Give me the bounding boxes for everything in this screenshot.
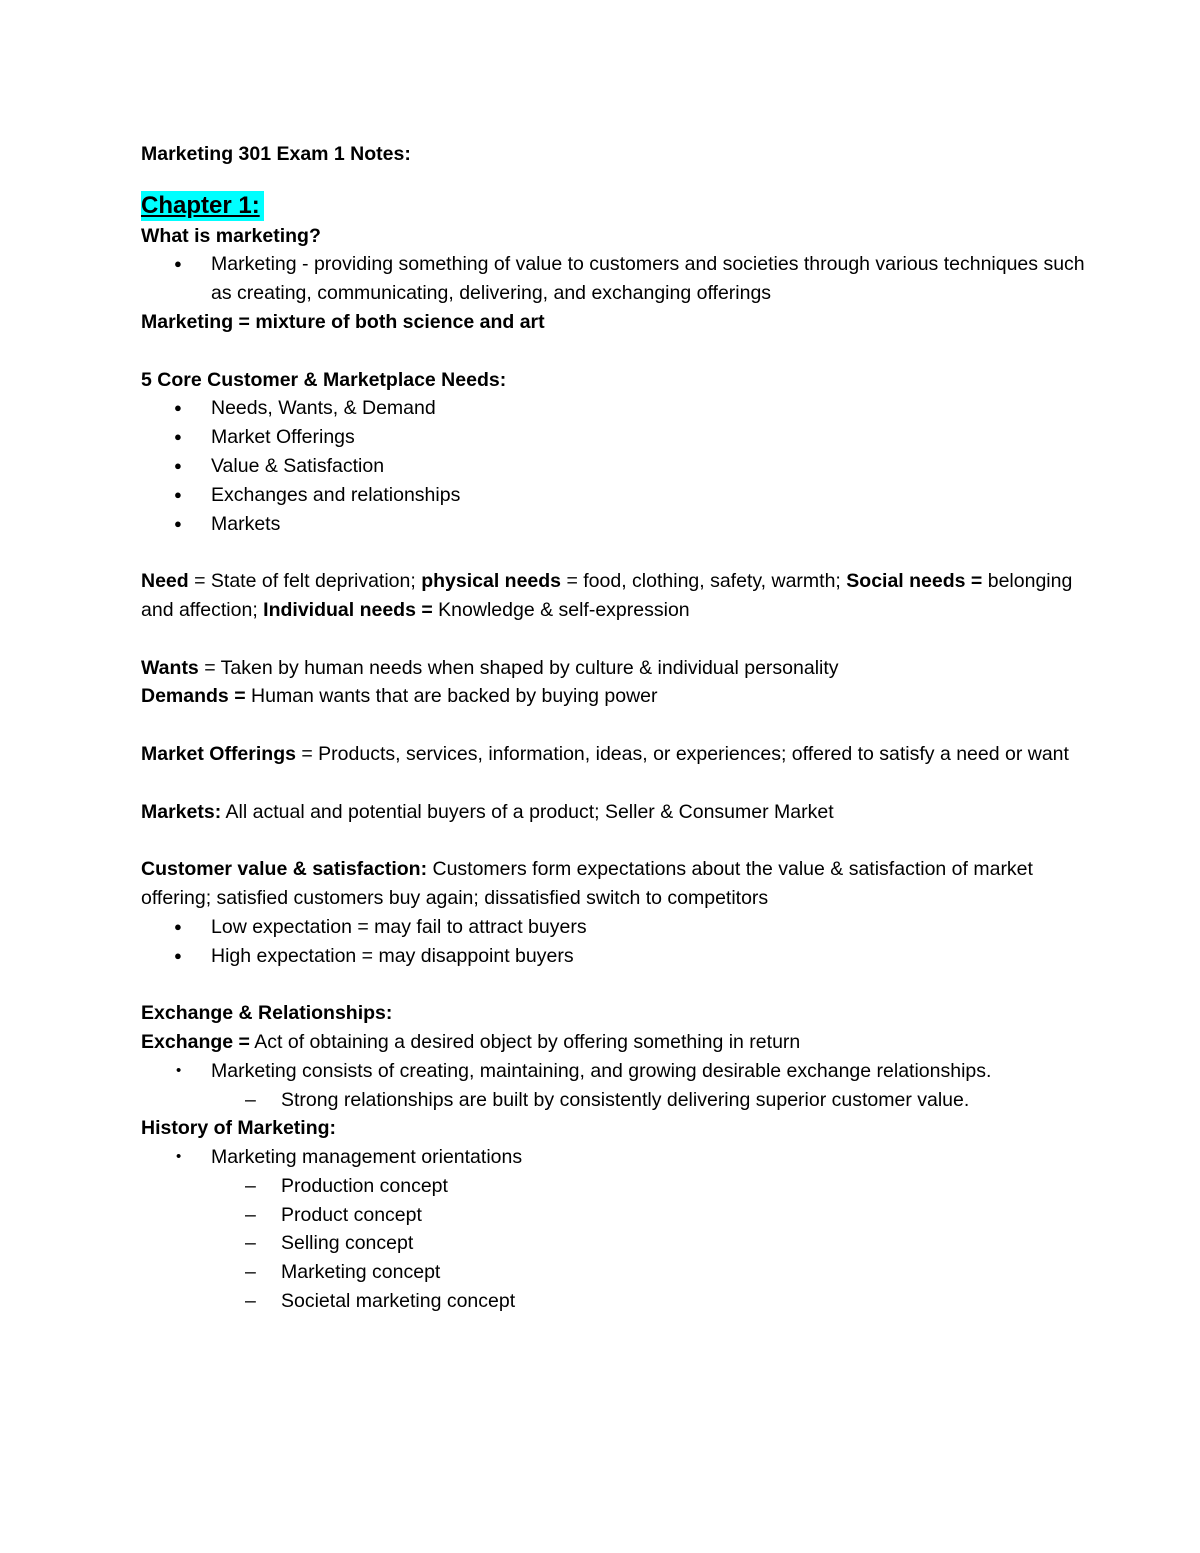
core-needs-list (141, 394, 1100, 538)
history-list (141, 1143, 1100, 1172)
exchange-list (141, 1057, 1100, 1086)
market-offerings-definition: Market Offerings = Products, services, information, ideas, or experiences; offered to satisfy a need or want (141, 742, 1069, 765)
history-heading: History of Marketing: (141, 1117, 337, 1140)
demands-definition: Demands = Human wants that are backed by buying power (141, 685, 658, 708)
orientations-list (211, 1172, 1100, 1316)
wants-definition: Wants = Taken by human needs when shaped by culture & individual personality (141, 656, 839, 679)
list-item: ● Markets (141, 510, 1100, 539)
markets-definition: Markets: All actual and potential buyers of a product; Seller & Consumer Market (141, 800, 834, 823)
list-item: – Production concept (211, 1172, 1100, 1201)
list-item: – Strong relationships are built by consistently delivering superior customer value. (211, 1086, 1100, 1115)
list-item: • Marketing consists of creating, maintaining, and growing desirable exchange relationships. (141, 1057, 1100, 1086)
list-item: ● Exchanges and relationships (141, 481, 1100, 510)
core-needs-heading: 5 Core Customer & Marketplace Needs: (141, 368, 507, 391)
exchange-sublist (211, 1086, 1100, 1115)
list-item: – Marketing concept (211, 1258, 1100, 1287)
marketing-summary: Marketing = mixture of both science and art (141, 310, 545, 333)
exchange-definition: Exchange = Act of obtaining a desired object by offering something in return (141, 1030, 801, 1053)
list-item: – Societal marketing concept (211, 1287, 1100, 1316)
list-item: – Product concept (211, 1201, 1100, 1230)
chapter-heading: Chapter 1: (141, 191, 264, 221)
need-definition: Need = State of felt deprivation; physical needs = food, clothing, safety, warmth; Social needs = belonging and affection; Individual needs = Knowledge & self-expression (141, 570, 1073, 621)
exchange-heading: Exchange & Relationships: (141, 1002, 393, 1025)
expectation-list (141, 913, 1100, 971)
list-item: ● Market Offerings (141, 423, 1100, 452)
what-is-marketing-heading: What is marketing? (141, 224, 321, 247)
list-item: ● High expectation = may disappoint buyers (141, 942, 1100, 971)
list-item: ● Marketing - providing something of value to customers and societies through various techniques such as creating, communicating, delivering, and exchanging offerings (141, 250, 1100, 308)
what-is-marketing-list (141, 250, 1100, 308)
document-title: Marketing 301 Exam 1 Notes: (141, 143, 411, 165)
list-item: • Marketing management orientations (141, 1143, 1100, 1172)
list-item: – Selling concept (211, 1229, 1100, 1258)
list-item: ● Value & Satisfaction (141, 452, 1100, 481)
list-item: ● Needs, Wants, & Demand (141, 394, 1100, 423)
customer-value-definition: Customer value & satisfaction: Customers form expectations about the value & satisfaction of market offering; satisfied customers buy again; dissatisfied switch to competitors (141, 858, 1033, 909)
list-item: ● Low expectation = may fail to attract buyers (141, 913, 1100, 942)
